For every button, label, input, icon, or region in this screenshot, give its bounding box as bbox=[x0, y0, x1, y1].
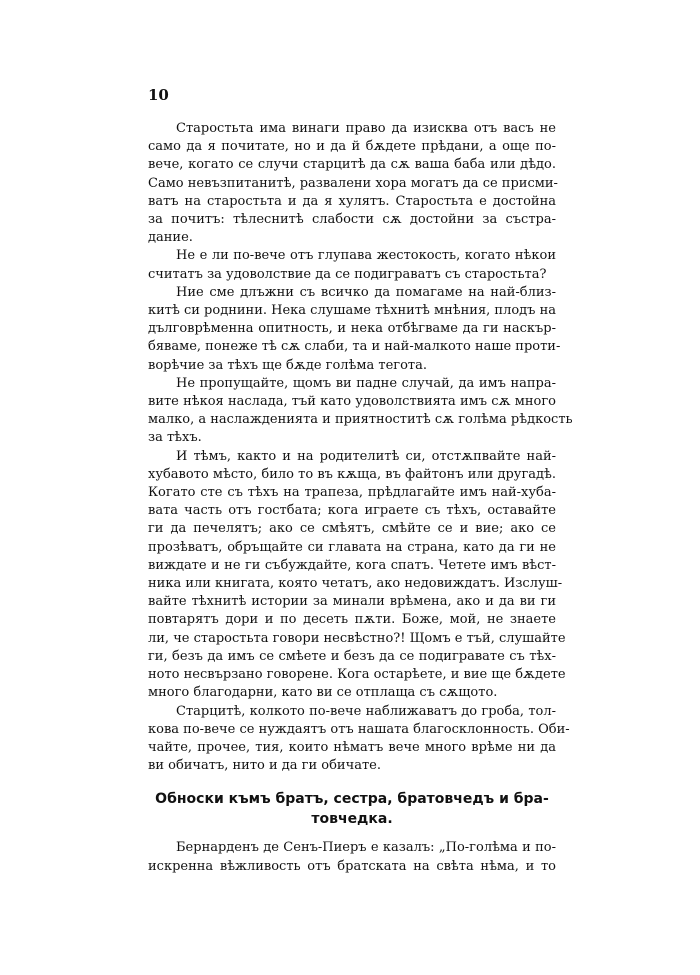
text-line: ви обичатъ, нито и да ги обичате. bbox=[148, 758, 381, 774]
text-line: ника или книгата, която четатъ, ако недовиждатъ. Изслуш- bbox=[148, 576, 563, 592]
text-line: само да я почитате, но и да й бѫдете прѣдани, а още по- bbox=[148, 139, 556, 155]
text-line: Не пропущайте, щомъ ви падне случай, да имъ напра- bbox=[176, 375, 556, 391]
final-paragraph bbox=[148, 839, 556, 875]
text-line: ги да печелятъ; ако се смѣятъ, смѣйте се и вие; ако се bbox=[148, 521, 556, 537]
text-line: повтарятъ дори и по десеть пѫти. Боже, мой, не знаете bbox=[148, 612, 556, 628]
page-number: 10 bbox=[148, 86, 169, 104]
paragraph bbox=[148, 375, 573, 448]
paragraph bbox=[148, 284, 561, 375]
text-line: Ние сме длъжни съ всичко да помагаме на най-близ- bbox=[176, 284, 556, 300]
text-line: Бернарденъ де Сенъ-Пиеръ е казалъ: „По-голѣма и по- bbox=[176, 840, 556, 856]
text-line: виждате и не ги събуждайте, кога спатъ. Четете имъ вѣст- bbox=[148, 557, 556, 573]
text-line: Не е ли по-вече отъ глупава жестокость, когато нѣкои bbox=[176, 248, 556, 264]
text-line: малко, а наслажденията и приятноститѣ сѫ голѣма рѣдкость bbox=[148, 412, 573, 428]
text-line: много благодарни, като ви се отплаща съ сѫщото. bbox=[148, 685, 498, 701]
heading-line: Обноски къмъ братъ, сестра, братовчедъ и бра- bbox=[155, 791, 549, 808]
paragraph bbox=[148, 120, 556, 247]
text-line: ватъ на старостьта и да я хулятъ. Старостьта е достойна bbox=[148, 193, 556, 209]
paragraph bbox=[148, 247, 556, 283]
text-line: вата часть отъ гостбата; кога играете съ тѣхъ, оставайте bbox=[148, 503, 556, 519]
text-line: хубавото мѣсто, било то въ кѫща, въ файтонъ или другадѣ. bbox=[148, 466, 556, 482]
text-line: за почитъ: тѣлеснитѣ слабости сѫ достойни за състра- bbox=[148, 212, 556, 228]
text-line: ното несвързано говорене. Кога остарѣете, и вие ще бѫдете bbox=[148, 667, 566, 683]
text-line: прозѣватъ, обръщайте си главата на страна, като да ги не bbox=[148, 539, 556, 555]
heading-line: товчедка. bbox=[311, 811, 393, 828]
paragraph bbox=[148, 703, 570, 776]
text-line: за тѣхъ. bbox=[148, 430, 202, 446]
text-line: искренна вѣжливость отъ братската на свѣта нѣма, и то bbox=[148, 858, 556, 874]
text-line: вайте тѣхнитѣ истории за минали врѣмена, ако и да ви ги bbox=[148, 594, 556, 610]
text-line: Когато сте съ тѣхъ на трапеза, прѣдлагайте имъ най-хуба- bbox=[148, 485, 556, 501]
text-line: ли, че старостьта говори несвѣстно?! Щомъ е тъй, слушайте bbox=[148, 630, 566, 646]
page-content bbox=[148, 120, 573, 876]
body-text bbox=[148, 120, 573, 775]
text-line: Старостьта има винаги право да изисква отъ васъ не bbox=[176, 121, 556, 136]
text-line: И тѣмъ, както и на родителитѣ си, отстѫпвайте най- bbox=[176, 448, 556, 464]
text-line: вите нѣкоя наслада, тъй като удоволствията имъ сѫ много bbox=[148, 394, 556, 410]
text-line: считатъ за удоволствие да се подиграватъ съ старостьта? bbox=[148, 266, 547, 282]
paragraph bbox=[148, 448, 566, 703]
text-line: кова по-вече се нуждаятъ отъ нашата благосклонность. Оби- bbox=[148, 721, 570, 737]
text-line: бяваме, понеже тѣ сѫ слаби, та и най-малкото наше проти- bbox=[148, 339, 561, 355]
text-line: чайте, прочее, тия, които нѣматъ вече много врѣме ни да bbox=[148, 739, 556, 755]
text-line: дълговрѣменна опитность, и нека отбѣгваме да ги наскър- bbox=[148, 321, 556, 337]
text-line: вече, когато се случи старцитѣ да сѫ ваша баба или дѣдо. bbox=[148, 157, 556, 173]
text-line: дание. bbox=[148, 230, 193, 246]
text-line: китѣ си роднини. Нека слушаме тѣхнитѣ мнѣния, плодъ на bbox=[148, 303, 556, 319]
section-heading bbox=[148, 789, 556, 829]
text-line: ворѣчие за тѣхъ ще бѫде голѣма тегота. bbox=[148, 357, 427, 373]
text-line: Само невъзпитанитѣ, развалени хора могатъ да се присми- bbox=[148, 175, 558, 191]
text-line: ги, безъ да имъ се смѣете и безъ да се подигравате съ тѣх- bbox=[148, 648, 556, 664]
text-line: Старцитѣ, колкото по-вече наближаватъ до гроба, тол- bbox=[176, 703, 556, 719]
